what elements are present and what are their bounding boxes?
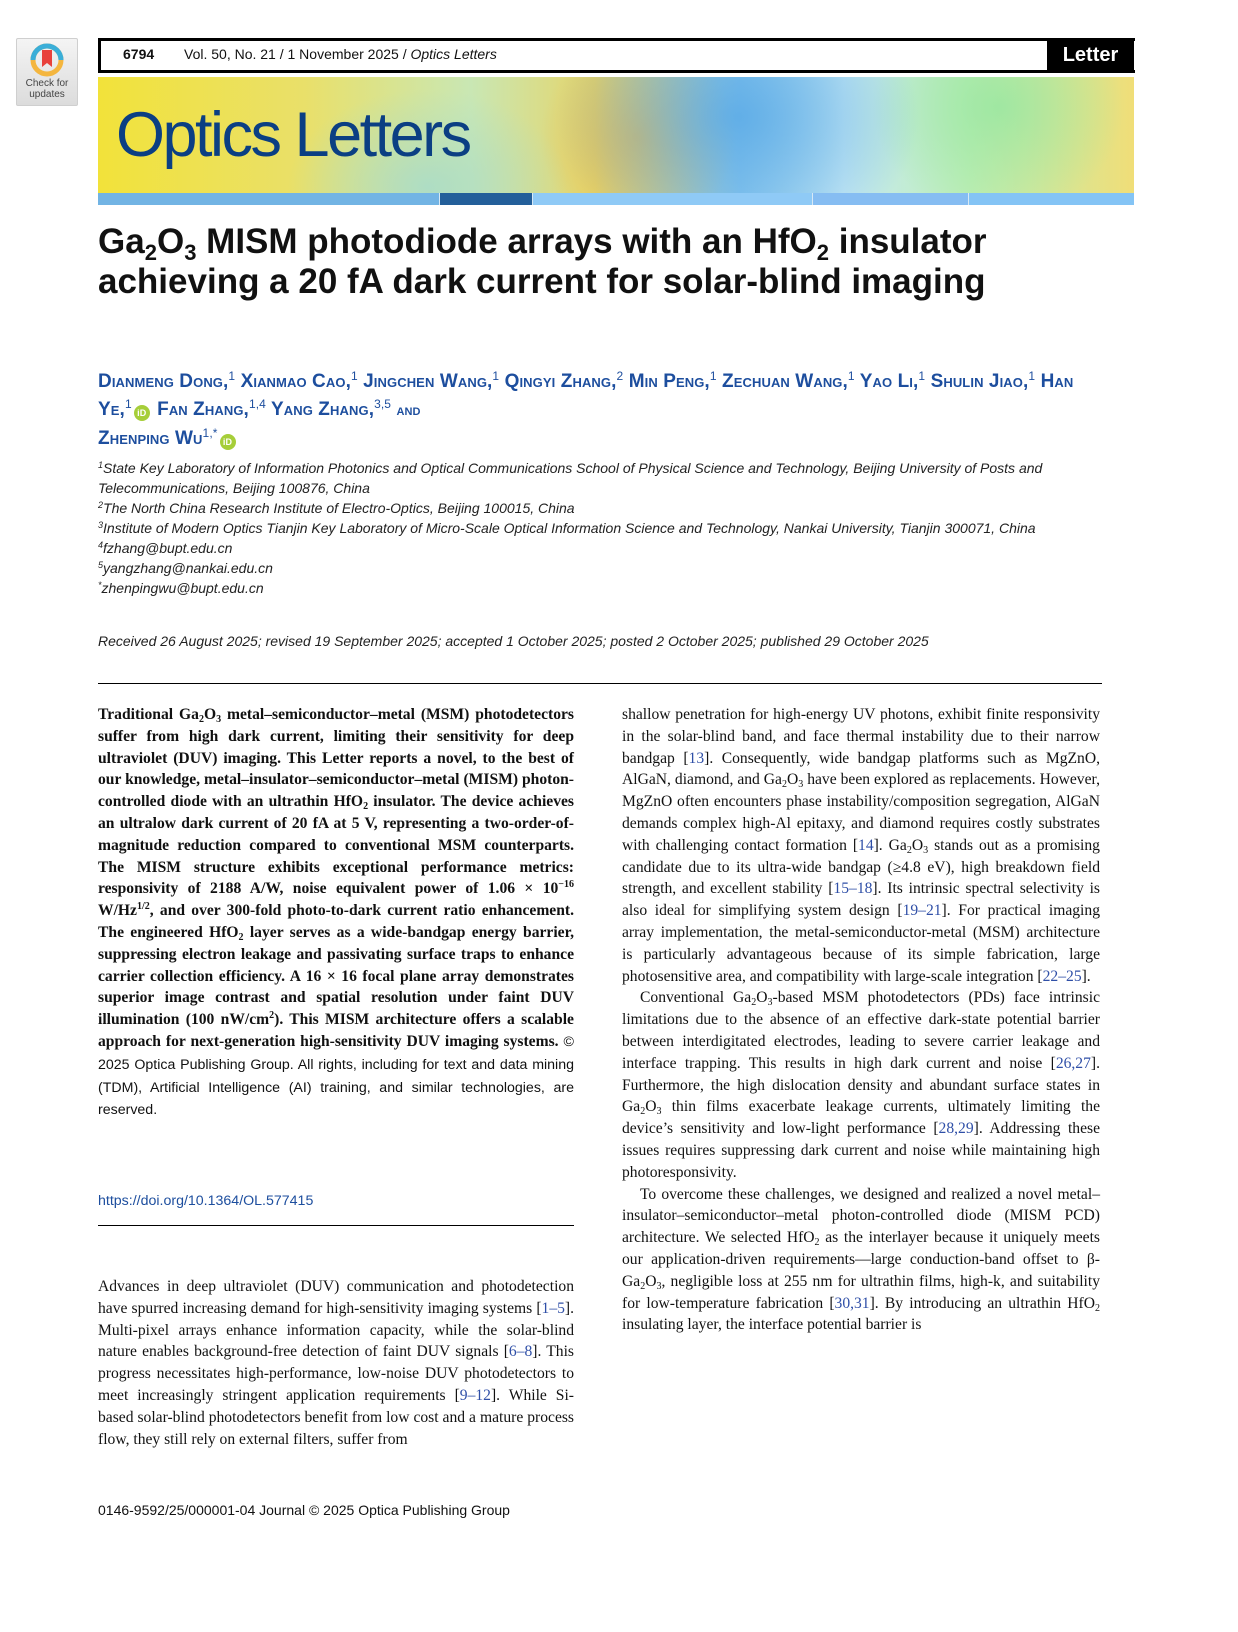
page-footer: 0146-9592/25/000001-04 Journal © 2025 Optica Publishing Group — [98, 1502, 510, 1518]
publication-dates: Received 26 August 2025; revised 19 September 2025; accepted 1 October 2025; posted 2 October 2025; published 29 October 2025 — [98, 633, 929, 649]
paragraph: Conventional $Ga_2O_3$-based MSM photodetectors (PDs) face intrinsic limitations due to the absence of an effective dark-state potential barrier between interdigitated electrodes, leading to severe carrier leakage and interface trapping. This results in high dark current and noise [26,27]. Furthermore, the high dislocation density and abundant surface states in $Ga_2O_3$ thin films exacerbate leakage currents, ultimately limiting the device’s sensitivity and low-light performance [28,29]. Addressing these issues requires suppressing dark current and noise while maintaining high photoresponsivity. — [622, 989, 1100, 1181]
volume-info — [184, 46, 497, 62]
citation-link[interactable]: 6–8 — [508, 1343, 533, 1361]
citation-link[interactable]: 9–12 — [459, 1386, 491, 1404]
copyright-notice: © 2025 Optica Publishing Group. All rights, including for text and data mining (TDM), Artificial Intelligence (AI) training, and similar technologies, are reserved. — [98, 1033, 574, 1119]
citation-link[interactable]: 15–18 — [833, 880, 873, 898]
citation-link[interactable]: 22–25 — [1042, 967, 1082, 985]
page-number: 6794 — [123, 46, 155, 62]
badge-line-2: updates — [29, 89, 65, 100]
author-list — [98, 368, 1108, 453]
affiliation: $^2$The North China Research Institute of Electro-Optics, Beijing 100015, China — [98, 500, 575, 516]
orcid-icon[interactable]: iD — [134, 405, 150, 421]
citation-link[interactable]: 19–21 — [902, 902, 942, 920]
citation-link[interactable]: 14 — [858, 836, 874, 854]
affiliation: $^3$Institute of Modern Optics Tianjin Key Laboratory of Micro-Scale Optical Information Science and Technology, Nankai University, Tianjin 300071, China — [98, 520, 1036, 536]
running-header — [98, 38, 1135, 73]
citation-link[interactable]: 1–5 — [541, 1299, 565, 1317]
email[interactable]: *zhenpingwu@bupt.edu.cn — [98, 580, 264, 596]
author[interactable]: Fan Zhang,$^{1,4}$ — [157, 397, 266, 420]
author[interactable]: Zhenping $Wu^{1,*}$ — [98, 426, 218, 449]
paragraph: To overcome these challenges, we designed and realized a novel metal–insulator–semiconductor–metal photon-controlled diode (MISM PCD) architecture. We selected HfO$_2$ as the interlayer because it uniquely meets our application-driven requirements—large conduction-band offset to $\beta-Ga_2O_3$, negligible loss at 255 nm for ultrathin films, high-k, and suitability for low-temperature fabrication [30,31]. By introducing an ultrathin HfO$_2$ insulating layer, the interface potential barrier is — [622, 1185, 1100, 1334]
affiliation: $^1$State Key Laboratory of Information Photonics and Optical Communications School of Physical Science and Technology, Beijing University of Posts and Telecommunications, Beijing 100876, China — [98, 460, 1043, 496]
author[interactable]: Jingchen Wang,$^1$ — [363, 369, 500, 392]
article-title: $Ga_2O_3$ MISM photodiode arrays with an HfO$_2$ insulator achieving a 20 fA dark current for solar-blind imaging — [98, 222, 987, 301]
author[interactable]: Dianmeng Dong,$^1$ — [98, 369, 236, 392]
author[interactable]: Shulin Jiao,$^1$ — [930, 369, 1036, 392]
journal-logo: Optics Letters — [116, 100, 470, 170]
article-type-tag: Letter — [1047, 38, 1134, 73]
author[interactable]: Yang Zhang,$^{3,5}$ — [270, 397, 392, 420]
citation-link[interactable]: 26,27 — [1055, 1054, 1091, 1072]
check-for-updates-label — [17, 78, 77, 100]
citation-link[interactable]: 28,29 — [938, 1120, 974, 1138]
email[interactable]: $^5$yangzhang@nankai.edu.cn — [98, 560, 273, 576]
paragraph: Advances in deep ultraviolet (DUV) communication and photodetection have spurred increasing demand for high-sensitivity imaging systems [1–5]. Multi-pixel arrays enhance information capacity, while the solar-blind nature enables background-free detection of faint DUV signals [6–8]. This progress necessitates high-performance, low-noise DUV photodetectors to meet increasingly stringent application requirements [9–12]. While Si-based solar-blind photodetectors benefit from low cost and a mature process flow, they still rely on external filters, suffer from — [98, 1278, 575, 1448]
check-for-updates-badge[interactable] — [16, 38, 78, 106]
author[interactable]: Han Ye,$^1$ — [98, 371, 1074, 420]
paragraph: shallow penetration for high-energy UV photons, exhibit finite responsivity in the solar-blind band, and face thermal instability due to their narrow bandgap [13]. Consequently, wide bandgap platforms such as MgZnO, AlGaN, diamond, and $Ga_2O_3$ have been explored as replacements. However, MgZnO often encounters phase instability/composition segregation, AlGaN demands complex high-Al epitaxy, and diamond requires costly substrates with challenging contact formation [14]. $Ga_2O_3$ stands out as a promising candidate due to its ultra-wide bandgap (≥4.8 eV), high breakdown field strength, and excellent stability [15–18]. Its intrinsic spectral selectivity is also ideal for simplifying system design [19–21]. For practical imaging array implementation, the metal-semiconductor-metal (MSM) architecture is particularly advantageous because of its simple fabrication, large photosensitive area, and compatibility with large-scale integration [22–25]. — [622, 706, 1100, 985]
divider — [98, 683, 1102, 684]
introduction-left-column — [98, 1276, 574, 1450]
citation-link[interactable]: 13 — [688, 749, 705, 767]
email[interactable]: $^4$fzhang@bupt.edu.cn — [98, 540, 233, 556]
volume-text: Vol. 50, No. 21 / 1 November 2025 / — [184, 46, 411, 62]
author[interactable]: Zechuan Wang,$^1$ — [722, 369, 855, 392]
affiliations — [98, 458, 1108, 598]
author[interactable]: Min Peng,$^1$ — [628, 369, 717, 392]
abstract — [98, 704, 574, 1122]
doi-link[interactable]: https://doi.org/10.1364/OL.577415 — [98, 1193, 314, 1209]
abstract-text: Traditional $Ga_2O_3$ metal–semiconductor–metal (MSM) photodetectors suffer from high dark current, limiting their sensitivity for deep ultraviolet (DUV) imaging. This Letter reports a novel, to the best of our knowledge, metal–insulator–semiconductor–metal (MISM) photon-controlled diode with an ultrathin HfO$_2$ insulator. The device achieves an ultralow dark current of 20 fA at 5 V, representing a two-order-of-magnitude reduction compared to conventional MSM counterparts. The MISM structure exhibits exceptional performance metrics: responsivity of 2188 A/W, noise equivalent power of $1.06 \times 10^{-16}$ $W/Hz^{1/2}$, and over 300-fold photo-to-dark current ratio enhancement. The engineered HfO$_2$ layer serves as a wide-bandgap energy barrier, suppressing electron leakage and passivating surface traps to enhance carrier collection efficiency. A 16 × 16 focal plane array demonstrates superior image contrast and spatial resolution under faint DUV illumination (100 $nW/cm^2$). This MISM architecture offers a scalable approach for next-generation high-sensitivity DUV imaging systems. © 2025 Optica Publishing Group. All rights, including for text and data mining (TDM), Artificial Intelligence (AI) training, and similar technologies, are reserved. — [98, 706, 574, 1119]
journal-banner — [98, 77, 1134, 205]
author[interactable]: Qingyi Zhang,$^2$ — [504, 369, 624, 392]
banner-strip — [98, 193, 1134, 205]
citation-link[interactable]: 30,31 — [834, 1294, 870, 1312]
journal-name-italic: Optics Letters — [410, 46, 497, 62]
orcid-icon[interactable]: iD — [220, 434, 236, 450]
right-column — [622, 704, 1100, 1336]
divider — [98, 1225, 574, 1226]
crossmark-icon — [30, 43, 64, 77]
authors-and: and — [396, 402, 421, 419]
author[interactable]: Yao Li,$^1$ — [859, 369, 926, 392]
badge-line-1: Check for — [25, 78, 69, 89]
author[interactable]: Xianmao Cao,$^1$ — [240, 369, 358, 392]
